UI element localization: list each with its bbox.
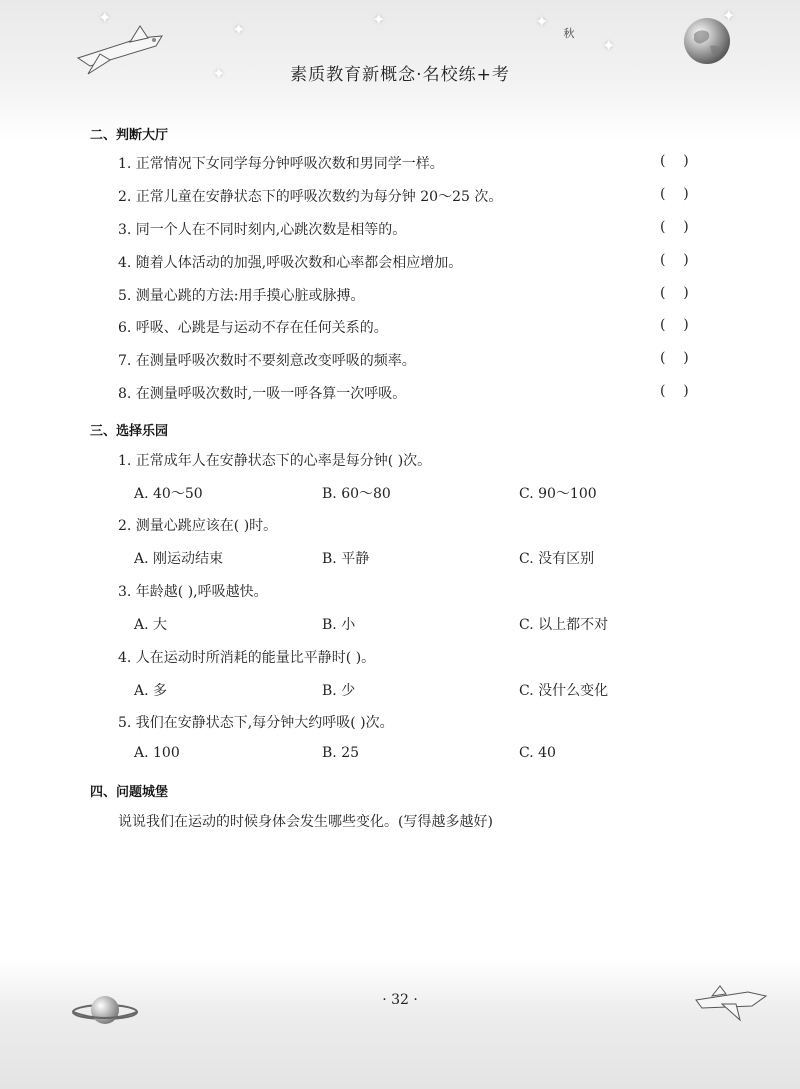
choice-option-c[interactable]: C. 40: [519, 745, 556, 761]
choice-option-a[interactable]: A. 100: [134, 745, 180, 761]
choice-option-a[interactable]: A. 40～50: [134, 486, 203, 502]
section-title-choice: 三、选择乐园: [90, 424, 169, 439]
choice-question: 5. 我们在安静状态下,每分钟大约呼吸( )次。: [118, 715, 394, 731]
answer-paren[interactable]: ( ): [660, 285, 689, 301]
choice-option-b[interactable]: B. 少: [322, 683, 356, 699]
judgment-item: 5. 测量心跳的方法:用手摸心脏或脉搏。: [118, 288, 365, 304]
season-badge: 秋: [563, 27, 575, 40]
star-icon: ✦: [372, 10, 386, 29]
star-icon: ✦: [602, 36, 616, 55]
choice-option-b[interactable]: B. 60～80: [322, 486, 391, 502]
answer-paren[interactable]: ( ): [660, 252, 689, 268]
choice-option-c[interactable]: C. 90～100: [519, 486, 597, 502]
answer-paren[interactable]: ( ): [660, 219, 689, 235]
choice-option-a[interactable]: A. 大: [134, 617, 168, 633]
judgment-item: 1. 正常情况下女同学每分钟呼吸次数和男同学一样。: [118, 156, 444, 172]
choice-question: 4. 人在运动时所消耗的能量比平静时( )。: [118, 650, 376, 666]
star-icon: ✦: [98, 8, 112, 27]
judgment-item: 8. 在测量呼吸次数时,一吸一呼各算一次呼吸。: [118, 386, 407, 402]
star-icon: ✦: [722, 6, 736, 25]
choice-option-c[interactable]: C. 没有区别: [519, 551, 595, 567]
choice-option-c[interactable]: C. 没什么变化: [519, 683, 609, 699]
star-icon: ✦: [232, 20, 246, 39]
judgment-item: 6. 呼吸、心跳是与运动不存在任何关系的。: [118, 320, 388, 336]
choice-option-a[interactable]: A. 多: [134, 683, 168, 699]
choice-option-a[interactable]: A. 刚运动结束: [134, 551, 224, 567]
choice-option-b[interactable]: B. 小: [322, 617, 356, 633]
open-question-prompt: 说说我们在运动的时候身体会发生哪些变化。(写得越多越好): [118, 814, 493, 830]
page-title: 素质教育新概念·名校练+考: [290, 65, 510, 85]
choice-option-b[interactable]: B. 平静: [322, 551, 370, 567]
judgment-item: 2. 正常儿童在安静状态下的呼吸次数约为每分钟 20～25 次。: [118, 189, 503, 205]
answer-paren[interactable]: ( ): [660, 153, 689, 169]
judgment-item: 3. 同一个人在不同时刻内,心跳次数是相等的。: [118, 222, 407, 238]
judgment-item: 7. 在测量呼吸次数时不要刻意改变呼吸的频率。: [118, 353, 416, 369]
answer-paren[interactable]: ( ): [660, 383, 689, 399]
choice-option-b[interactable]: B. 25: [322, 745, 360, 761]
star-icon: ✦: [212, 64, 226, 83]
section-title-question: 四、问题城堡: [90, 785, 169, 800]
page-number: · 32 ·: [382, 992, 418, 1008]
answer-paren[interactable]: ( ): [660, 186, 689, 202]
star-icon: ✦: [535, 12, 549, 31]
choice-option-c[interactable]: C. 以上都不对: [519, 617, 609, 633]
answer-paren[interactable]: ( ): [660, 317, 689, 333]
answer-paren[interactable]: ( ): [660, 350, 689, 366]
choice-question: 2. 测量心跳应该在( )时。: [118, 518, 278, 534]
choice-question: 3. 年龄越( ),呼吸越快。: [118, 584, 268, 600]
judgment-item: 4. 随着人体活动的加强,呼吸次数和心率都会相应增加。: [118, 255, 463, 271]
section-title-judgment: 二、判断大厅: [90, 128, 169, 143]
choice-question: 1. 正常成年人在安静状态下的心率是每分钟( )次。: [118, 453, 432, 469]
